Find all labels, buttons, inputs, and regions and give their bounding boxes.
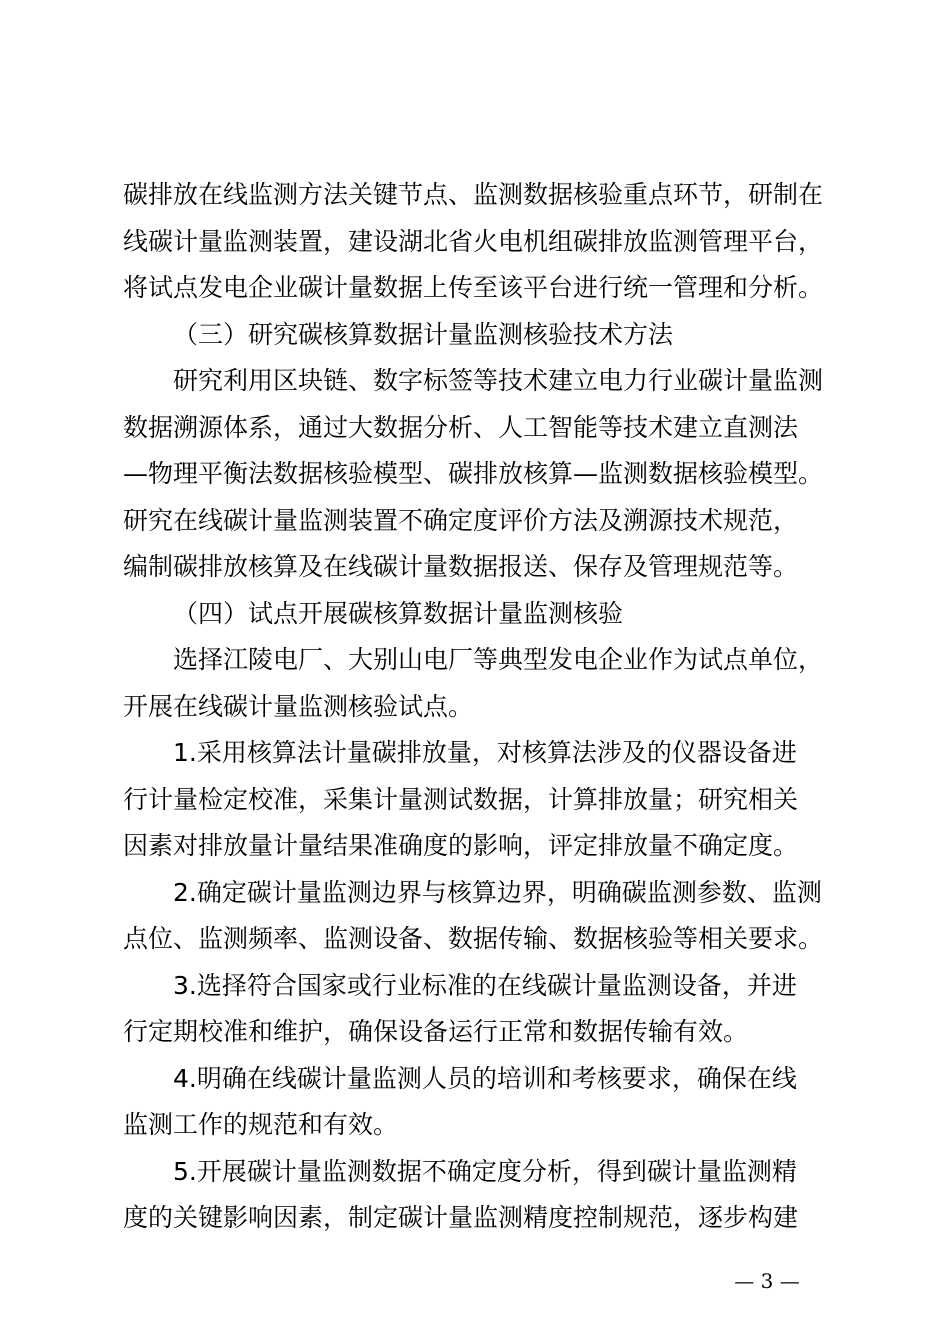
heading-line: （三）研究碳核算数据计量监测核验技术方法 [173, 319, 674, 349]
text-line: 研究利用区块链、数字标签等技术建立电力行业碳计量监测 [173, 366, 824, 395]
text-line: 选择江陵电厂、大别山电厂等典型发电企业作为试点单位， [173, 645, 824, 674]
section-heading [123, 312, 833, 359]
paragraph [123, 358, 833, 591]
text-line: 1.采用核算法计量碳排放量，对核算法涉及的仪器设备进 [173, 738, 797, 767]
text-line: 度的关键影响因素，制定碳计量监测精度控制规范，逐步构建 [123, 1203, 799, 1232]
document-body [123, 172, 833, 1242]
text-line: 2.确定碳计量监测边界与核算边界，明确碳监测参数、监测 [173, 877, 822, 907]
section-heading [123, 591, 833, 638]
text-line: —物理平衡法数据核验模型、碳排放核算—监测数据核验模型。 [123, 459, 824, 488]
text-line: 研究在线碳计量监测装置不确定度评价方法及溯源技术规范， [123, 505, 799, 535]
text-line: 线碳计量监测装置，建设湖北省火电机组碳排放监测管理平台， [123, 226, 824, 256]
paragraph [123, 870, 833, 963]
text-line: 因素对排放量计量结果准确度的影响，评定排放量不确定度。 [123, 831, 799, 860]
paragraph [123, 172, 833, 312]
heading-line: （四）试点开展碳核算数据计量监测核验 [173, 598, 624, 628]
page-number: — 3 — [734, 1269, 800, 1293]
text-line: 行定期校准和维护，确保设备运行正常和数据传输有效。 [123, 1017, 749, 1046]
text-line: 4.明确在线碳计量监测人员的培训和考核要求，确保在线 [173, 1063, 797, 1093]
paragraph [123, 637, 833, 730]
text-line: 5.开展碳计量监测数据不确定度分析，得到碳计量监测精 [173, 1156, 797, 1186]
text-line: 开展在线碳计量监测核验试点。 [123, 691, 474, 721]
text-line: 编制碳排放核算及在线碳计量数据报送、保存及管理规范等。 [123, 552, 799, 581]
text-line: 行计量检定校准，采集计量测试数据，计算排放量；研究相关 [123, 784, 799, 814]
paragraph [123, 730, 833, 870]
paragraph [123, 1056, 833, 1149]
paragraph [123, 963, 833, 1056]
text-line: 数据溯源体系，通过大数据分析、人工智能等技术建立直测法 [123, 412, 799, 442]
text-line: 碳排放在线监测方法关键节点、监测数据核验重点环节，研制在 [123, 180, 824, 209]
text-line: 3.选择符合国家或行业标准的在线碳计量监测设备，并进 [173, 970, 797, 1000]
text-line: 监测工作的规范和有效。 [123, 1110, 399, 1139]
text-line: 点位、监测频率、监测设备、数据传输、数据核验等相关要求。 [123, 924, 824, 953]
text-line: 将试点发电企业碳计量数据上传至该平台进行统一管理和分析。 [123, 273, 824, 302]
paragraph [123, 1149, 833, 1242]
